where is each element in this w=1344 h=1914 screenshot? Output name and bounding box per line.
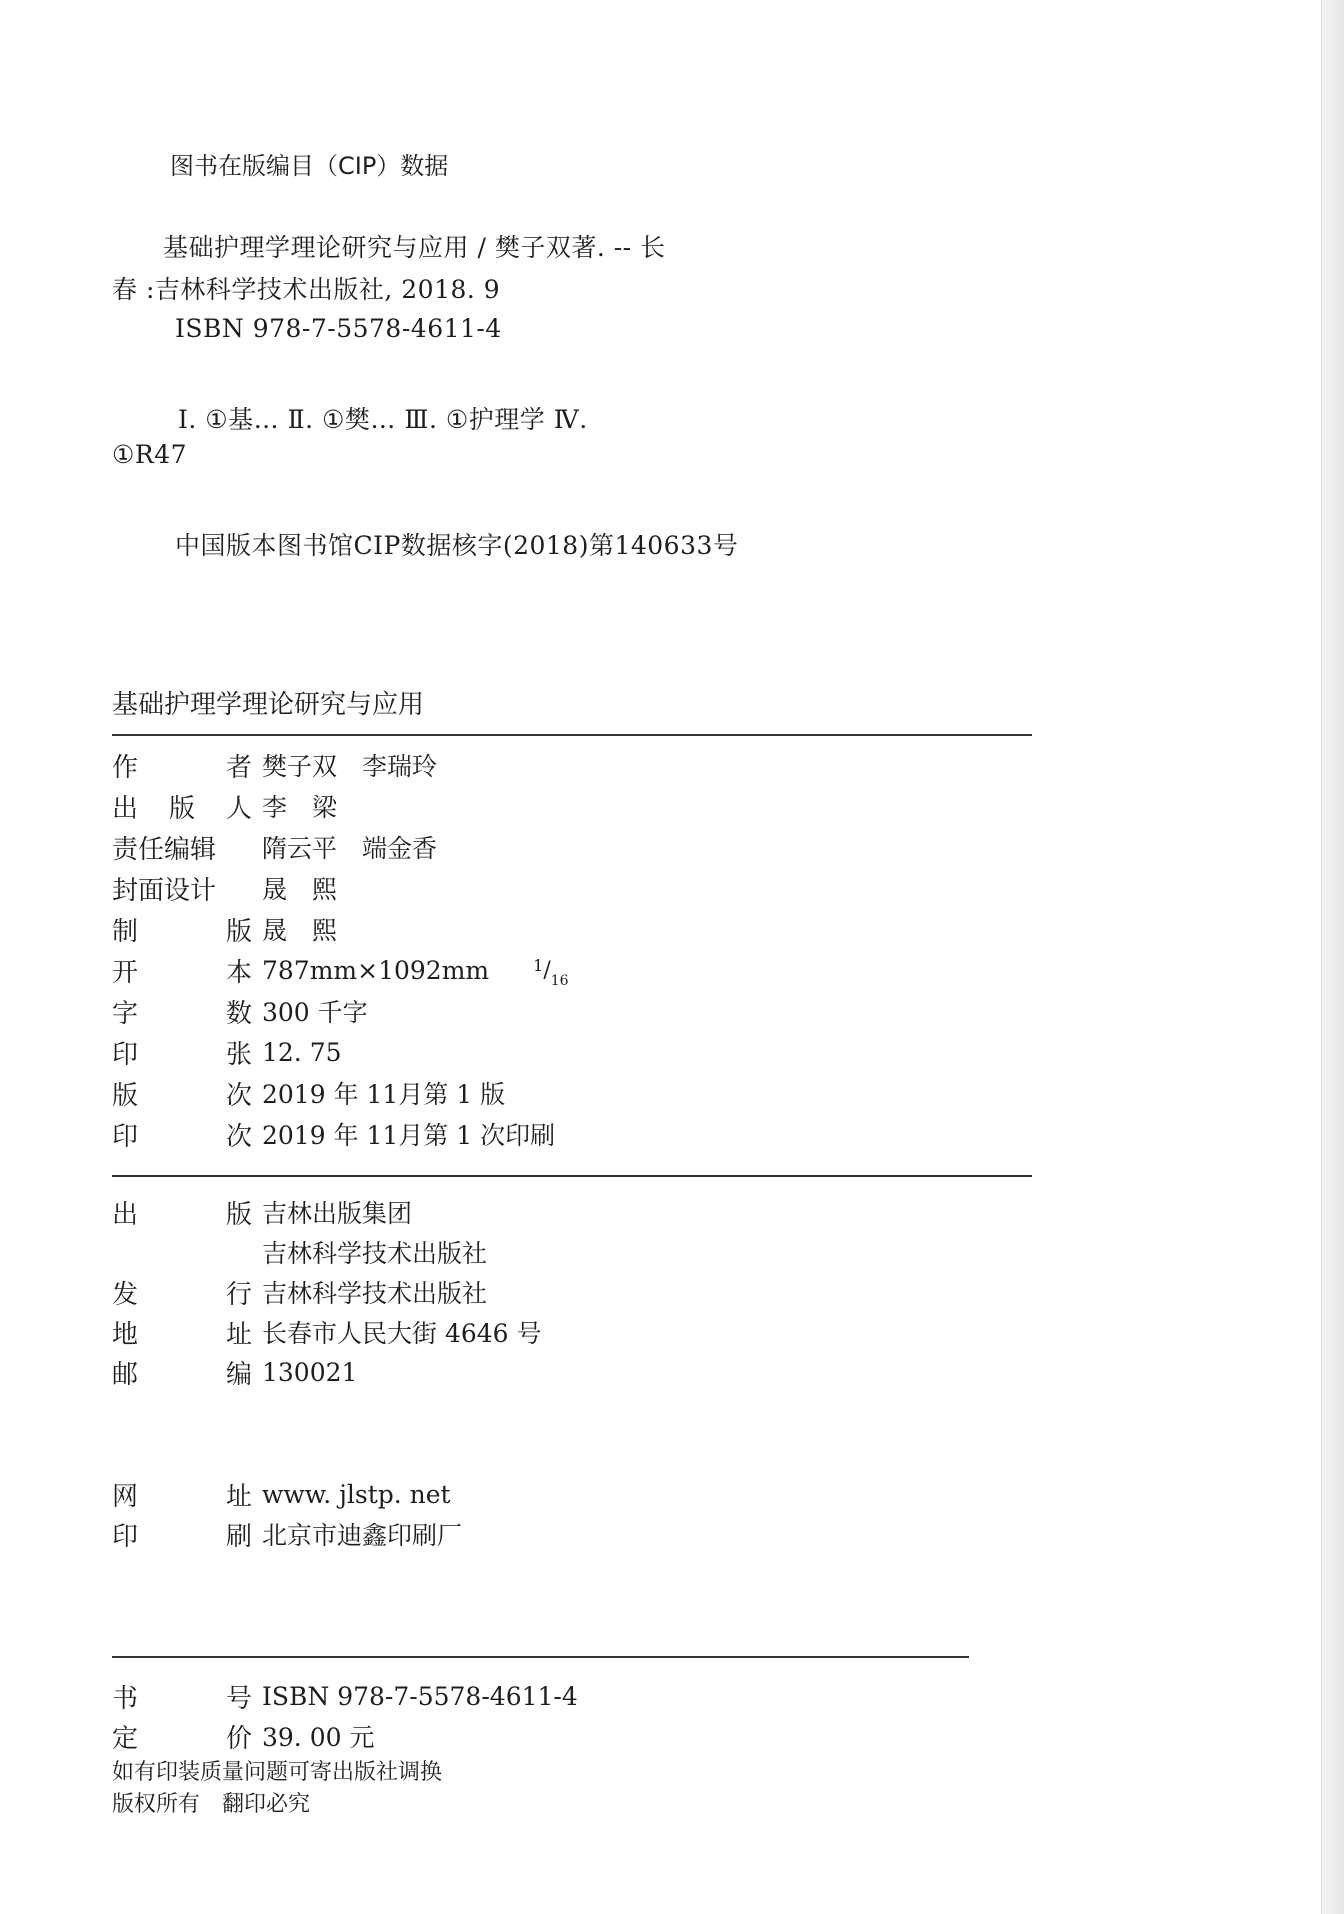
pricing-label [112,1678,252,1715]
cip-line-6: 中国版本图书馆CIP数据核字(2018)第140633号 [175,531,739,560]
detail-label [112,952,252,989]
publishing-label [112,1314,252,1351]
publishing-label-char: 编 [225,1359,252,1390]
detail-label-char: 印 [112,1121,139,1152]
detail-row [112,909,337,949]
detail-value: 晟 熙 [262,875,338,904]
cip-line-1: 基础护理学理论研究与应用 / 樊子双著. -- 长 [163,233,666,262]
detail-label-char: 制 [112,916,139,947]
detail-label-char: 次 [225,1121,252,1152]
detail-row [112,1073,505,1113]
publishing-label [112,1194,252,1231]
publishing-row [112,1272,487,1312]
detail-row [112,827,437,867]
fraction-slash: / [543,957,551,983]
detail-label-char: 人 [225,793,252,824]
web-label [112,1516,252,1553]
cip-line-2: 春 :吉林科学技术出版社, 2018. 9 [112,275,501,304]
detail-label-char: 字 [112,998,139,1029]
detail-row [112,745,437,785]
web-label-char: 印 [112,1521,139,1552]
pricing-label-char: 定 [112,1723,139,1754]
detail-value: 隋云平 端金香 [262,834,438,863]
publishing-value: 吉林出版集团 [262,1199,413,1228]
web-label-char: 址 [225,1481,252,1512]
fraction-den: 16 [550,972,569,989]
detail-value: 300 千字 [262,998,368,1027]
detail-label-char: 版 [112,1080,139,1111]
detail-label [112,911,252,948]
page-edge [1321,0,1344,1914]
detail-label-char: 开 [112,957,139,988]
detail-label-char: 版 [225,916,252,947]
detail-row [112,1032,342,1072]
web-label [112,1476,252,1513]
pricing-label-char: 号 [225,1683,252,1714]
divider-bottom [112,1656,969,1658]
pricing-label-char: 价 [225,1723,252,1754]
divider-middle [112,1175,1032,1177]
detail-value: 2019 年 11月第 1 版 [262,1080,506,1109]
publishing-row [112,1312,542,1352]
publishing-value: 130021 [262,1357,358,1387]
detail-value: 12. 75 [262,1037,342,1067]
publishing-label-char: 邮 [112,1359,139,1390]
web-row [112,1514,462,1554]
detail-label [112,993,252,1030]
web-label-char: 网 [112,1481,139,1512]
detail-label-char: 数 [225,998,252,1029]
pricing-value: ISBN 978-7-5578-4611-4 [262,1681,578,1711]
pricing-label-char: 书 [112,1683,139,1714]
detail-label-char: 本 [225,957,252,988]
publishing-label-char: 行 [225,1279,252,1310]
detail-value: 李 梁 [262,793,338,822]
quality-note: 如有印装质量问题可寄出版社调换 [112,1760,443,1785]
detail-label [112,829,252,866]
fraction-num: 1 [533,955,544,975]
cip-line-4: Ⅰ. ①基… Ⅱ. ①樊… Ⅲ. ①护理学 Ⅳ. [178,405,588,434]
publishing-label [112,1274,252,1311]
publishing-label-char: 地 [112,1319,139,1350]
web-value: 北京市迪鑫印刷厂 [262,1521,463,1550]
web-row [112,1474,451,1514]
publishing-label-char: 发 [112,1279,139,1310]
publishing-value: 长春市人民大街 4646 号 [262,1319,542,1348]
detail-label-char: 封面设计 [112,875,217,906]
detail-label [112,747,252,784]
detail-label-char: 印 [112,1039,139,1070]
detail-value: 787mm×1092mm [262,955,490,985]
cip-heading: 图书在版编目（CIP）数据 [170,152,449,180]
divider-top [112,734,1032,736]
detail-label-char: 出 [112,793,139,824]
web-label-char: 刷 [225,1521,252,1552]
publishing-row [112,1232,487,1272]
detail-label [112,1034,252,1071]
detail-label-char: 次 [225,1080,252,1111]
detail-label-char: 张 [225,1039,252,1070]
pricing-row [112,1716,374,1756]
detail-value: 樊子双 李瑞玲 [262,752,438,781]
book-title: 基础护理学理论研究与应用 [112,690,425,720]
detail-label-char: 者 [225,752,252,783]
pricing-row [112,1676,578,1716]
detail-row [112,1114,555,1154]
pricing-value: 39. 00 元 [262,1723,375,1752]
detail-value: 晟 熙 [262,916,338,945]
detail-label [112,1075,252,1112]
detail-row [112,991,368,1031]
detail-label-char: 责任编辑 [112,834,217,865]
pricing-label [112,1718,252,1755]
rights-note: 版权所有 翻印必究 [112,1792,311,1817]
detail-row [112,868,337,908]
detail-label [112,788,252,825]
cip-line-5: ①R47 [112,440,188,469]
publishing-value: 吉林科学技术出版社 [262,1239,488,1268]
publishing-value: 吉林科学技术出版社 [262,1279,488,1308]
detail-value: 2019 年 11月第 1 次印刷 [262,1121,556,1150]
format-fraction [533,955,569,989]
publishing-row [112,1192,412,1232]
detail-label-char: 版 [168,793,195,824]
publishing-row [112,1352,357,1392]
detail-row [112,786,337,826]
publishing-label [112,1354,252,1391]
publishing-label-char: 版 [225,1199,252,1230]
publishing-label-char: 出 [112,1199,139,1230]
detail-label [112,1116,252,1153]
detail-label [112,870,252,907]
publishing-label-char: 址 [225,1319,252,1350]
detail-row [112,950,569,990]
detail-label-char: 作 [112,752,139,783]
web-value: www. jlstp. net [262,1479,451,1509]
cip-line-3: ISBN 978-7-5578-4611-4 [175,314,502,343]
